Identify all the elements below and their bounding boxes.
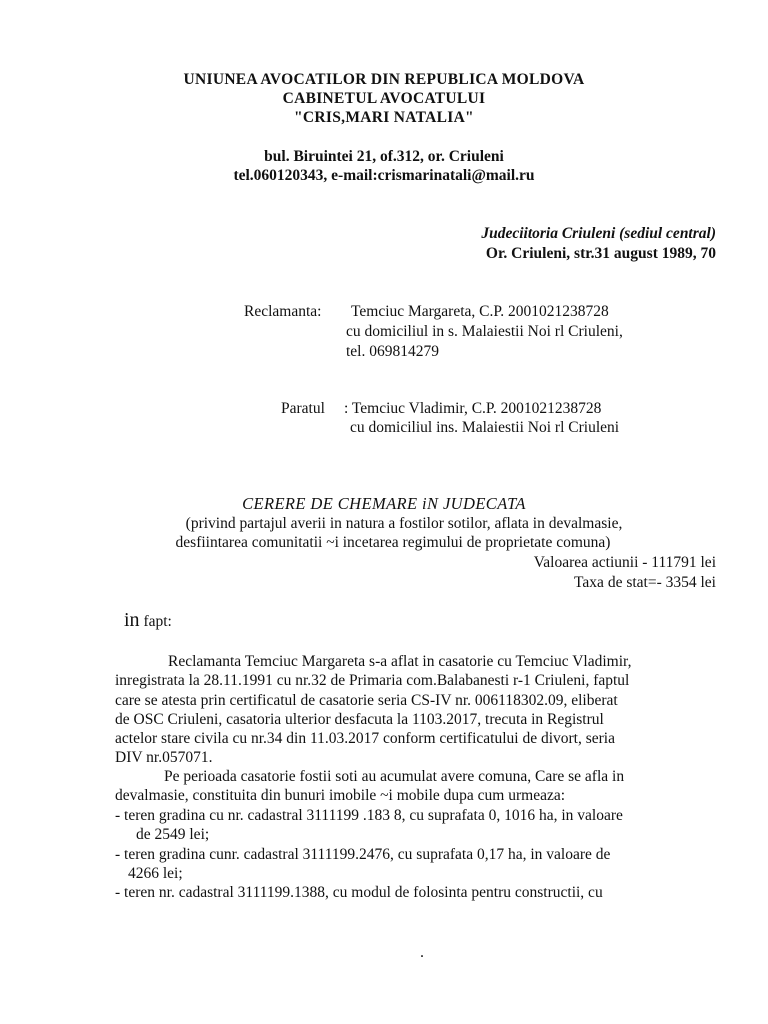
body-p1-line-3: care se atesta prin certificatul de casatorie seria CS-IV nr. 006118302.09, eliberat xyxy=(115,692,618,709)
body-p1-line-6: DIV nr.057071. xyxy=(115,749,213,766)
in-fapt-heading xyxy=(124,611,172,631)
body-p1-line-2: inregistrata la 28.11.1991 cu nr.32 de Primaria com.Balabanesti r-1 Criuleni, faptul xyxy=(115,672,630,689)
claim-title: CERERE DE CHEMARE iN JUDECATA xyxy=(242,494,526,513)
header-address: bul. Biruintei 21, of.312, or. Criuleni xyxy=(264,148,504,165)
header-union-name: UNIUNEA AVOCATILOR DIN REPUBLICA MOLDOVA xyxy=(183,71,585,88)
body-item-1: - teren gradina cu nr. cadastral 3111199 .183 8, cu suprafata 0, 1016 ha, in valoare xyxy=(115,807,623,824)
in-fapt-fapt: fapt: xyxy=(143,613,172,630)
body-item-2: - teren gradina cunr. cadastral 3111199.2476, cu suprafata 0,17 ha, in valoare de xyxy=(115,846,611,863)
header-cabinet: CABINETUL AVOCATULUI xyxy=(282,90,486,107)
plaintiff-name: Temciuc Margareta, C.P. 2001021238728 xyxy=(351,303,609,320)
header-contact: tel.060120343, e-mail:crismarinatali@mail.ru xyxy=(233,167,535,184)
plaintiff-label: Reclamanta: xyxy=(244,303,322,320)
body-item-3: - teren nr. cadastral 3111199.1388, cu modul de folosinta pentru constructii, cu xyxy=(115,884,603,901)
claim-fee: Taxa de stat=- 3354 lei xyxy=(574,574,716,591)
body-item-1-cont: de 2549 lei; xyxy=(136,826,210,843)
claim-subtitle-2: desfiintarea comunitatii ~i incetarea regimului de proprietate comuna) xyxy=(175,534,611,551)
defendant-label: Paratul xyxy=(281,400,325,417)
court-address: Or. Criuleni, str.31 august 1989, 70 xyxy=(485,245,716,262)
page-dot: . xyxy=(420,944,424,961)
defendant-domicile: cu domiciliul ins. Malaiestii Noi rl Criuleni xyxy=(350,419,620,436)
plaintiff-domicile: cu domiciliul in s. Malaiestii Noi rl Criuleni, xyxy=(346,323,623,340)
body-p1-line-5: actelor stare civila cu nr.34 din 11.03.2017 conform certificatului de divort, seria xyxy=(115,730,615,747)
body-p1-line-4: de OSC Criuleni, casatoria ulterior desfacuta la 1103.2017, trecuta in Registrul xyxy=(115,711,604,728)
body-item-2-cont: 4266 lei; xyxy=(128,865,183,882)
in-fapt-in: in xyxy=(124,609,140,631)
claim-subtitle-1: (privind partajul averii in natura a fostilor sotilor, aflata in devalmasie, xyxy=(185,515,623,532)
plaintiff-tel: tel. 069814279 xyxy=(346,343,439,360)
defendant-name: : Temciuc Vladimir, C.P. 2001021238728 xyxy=(344,400,602,417)
header-lawyer-name: "CRIS,MARI NATALIA" xyxy=(294,109,474,126)
claim-value: Valoarea actiunii - 111791 lei xyxy=(533,554,716,571)
body-p1-line-1: Reclamanta Temciuc Margareta s-a aflat in casatorie cu Temciuc Vladimir, xyxy=(168,653,632,670)
body-p2-line-2: devalmasie, constituita din bunuri imobile ~i mobile dupa cum urmeaza: xyxy=(115,787,566,804)
court-name: Judeciitoria Criuleni (sediul central) xyxy=(481,225,716,242)
body-p2-line-1: Pe perioada casatorie fostii soti au acumulat avere comuna, Care se afla in xyxy=(164,768,625,785)
